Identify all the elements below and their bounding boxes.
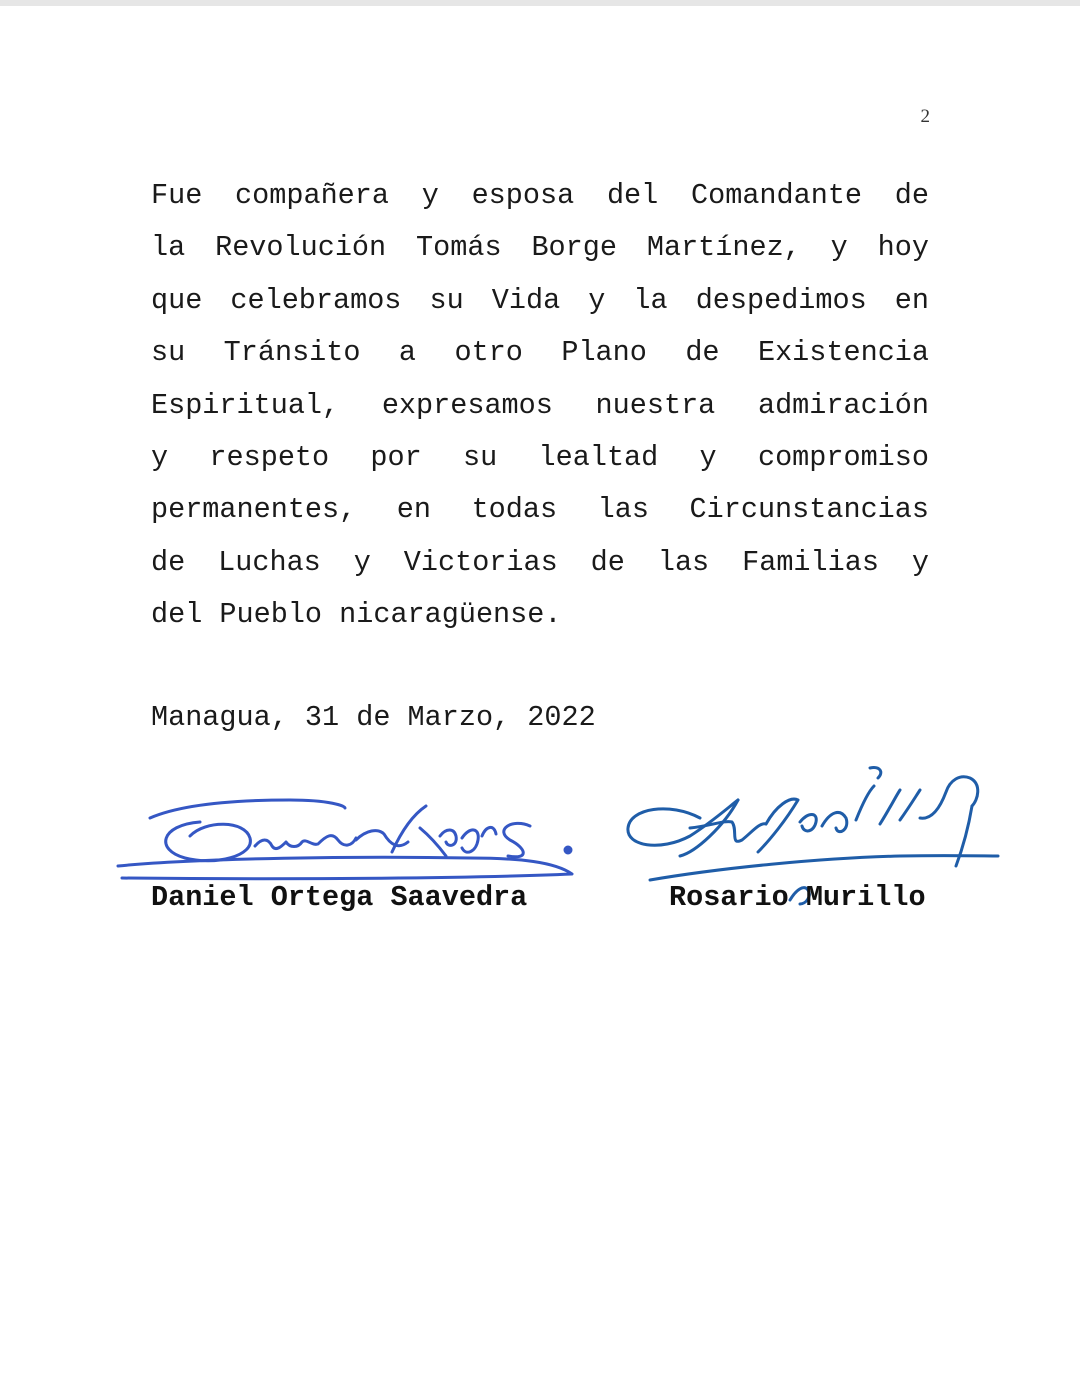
body-line: su Tránsito a otro Plano de Existencia	[151, 336, 929, 370]
signature-left-stroke	[462, 830, 478, 852]
body-line: Espiritual, expresamos nuestra admiración	[151, 388, 929, 422]
signature-left-stroke	[482, 827, 496, 836]
signature-right-underline	[650, 856, 998, 880]
body-line: de Luchas y Victorias de las Familias y	[151, 545, 929, 579]
signature-right-stroke	[680, 800, 738, 856]
signature-left-underline	[118, 857, 572, 879]
signature-left-stroke	[166, 822, 251, 861]
body-line: la Revolución Tomás Borge Martínez, y hoy	[151, 231, 929, 265]
signature-right-stroke	[800, 815, 816, 831]
signature-left-stroke	[504, 823, 530, 856]
body-paragraph	[151, 170, 929, 642]
top-bar	[0, 0, 1080, 6]
signature-right-stroke	[628, 800, 738, 845]
body-line: del Pueblo nicaragüense.	[151, 598, 562, 632]
signatory-name-left: Daniel Ortega Saavedra	[151, 881, 528, 914]
signature-left	[118, 800, 572, 879]
signature-left-stroke	[420, 828, 446, 856]
body-line: permanentes, en todas las Circunstancias	[151, 493, 929, 527]
signature-left-stroke	[440, 830, 456, 845]
page-number: 2	[920, 106, 930, 127]
signature-right-stroke	[900, 790, 920, 820]
signature-right-stroke	[856, 768, 881, 820]
signature-right-stroke	[880, 790, 900, 824]
signatory-name-right: Rosario Murillo	[669, 881, 926, 914]
body-line: y respeto por su lealtad y compromiso	[151, 440, 929, 474]
signature-right-stroke	[758, 799, 798, 852]
signature-right-stroke	[690, 822, 766, 842]
signature-left-stroke	[150, 800, 345, 818]
signature-left-stroke	[356, 831, 408, 846]
signature-right-stroke	[956, 806, 972, 866]
signature-left-stroke	[255, 836, 356, 849]
signature-right-stroke	[822, 812, 847, 831]
place-date: Managua, 31 de Marzo, 2022	[151, 701, 596, 734]
signature-left-dot	[565, 847, 571, 853]
signature-left-stroke	[392, 806, 426, 852]
body-line: que celebramos su Vida y la despedimos en	[151, 283, 929, 317]
signature-right-stroke	[920, 777, 978, 818]
body-line: Fue compañera y esposa del Comandante de	[151, 179, 929, 212]
